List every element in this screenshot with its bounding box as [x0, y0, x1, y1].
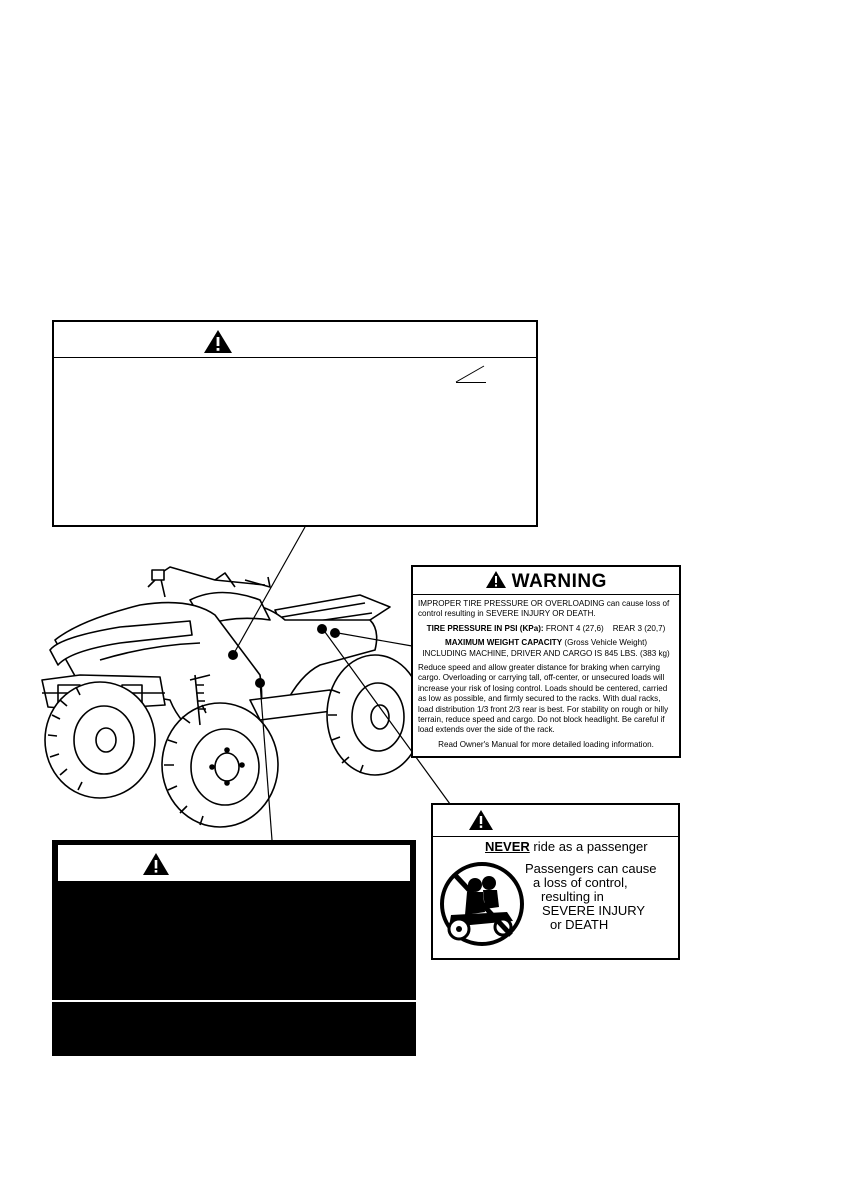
label-divider	[433, 836, 678, 837]
capacity-line: INCLUDING MACHINE, DRIVER AND CARGO IS 845 LBS. (383 kg)	[422, 648, 670, 658]
label-header-band	[58, 845, 410, 881]
warning-divider	[413, 594, 679, 595]
passenger-line-3: resulting in	[541, 889, 604, 904]
warning-title: WARNING	[511, 571, 607, 592]
bottom-notice-label	[52, 1002, 416, 1056]
tire-pressure-warning-label	[411, 565, 681, 758]
passenger-line-4: SEVERE INJURY	[542, 903, 646, 918]
capacity-label: MAXIMUM WEIGHT CAPACITY	[444, 638, 563, 648]
warning-triangle-icon	[142, 852, 170, 876]
passenger-never-line	[485, 840, 648, 854]
tire-pressure-values: FRONT 4 (27,6) REAR 3 (20,7)	[545, 623, 666, 633]
tire-pressure-line	[418, 624, 674, 634]
passenger-line-1: Passengers can cause	[525, 861, 657, 876]
manual-reference: Read Owner's Manual for more detailed loading information.	[438, 739, 654, 749]
tire-warning-line: IMPROPER TIRE PRESSURE OR OVERLOADING can cause loss of control resulting in SEVERE INJURY OR DEATH.	[418, 599, 670, 619]
warning-triangle-icon	[485, 570, 507, 589]
no-passenger-icon	[437, 857, 527, 951]
tire-pressure-label: TIRE PRESSURE IN PSI (KPa):	[426, 623, 544, 633]
capacity-note: (Gross Vehicle Weight)	[564, 638, 648, 648]
passenger-line-2: a loss of control,	[533, 875, 628, 890]
loading-instructions: Reduce speed and allow greater distance for braking when carrying cargo. Overloading or carrying tall, off-center, or unsecured loads will increase your risk of losing control. Loads should be centered, carried as low as possible, and firmly secured to the racks. With dual racks, load distribution 1/3 front 2/3 rear is best. For stability on rough or hilly terrain, reduce speed and cargo. Do not block headlight. Be careful if load extends over the side of the rack.	[418, 663, 669, 735]
never-word: NEVER	[485, 839, 530, 854]
warning-triangle-icon	[468, 809, 494, 831]
never-rest: ride as a passenger	[529, 839, 648, 854]
capacity-heading	[418, 638, 674, 648]
passenger-warning-label	[431, 803, 680, 960]
passenger-line-5: or DEATH	[550, 917, 609, 932]
bottom-warning-label	[52, 840, 416, 1000]
warning-header	[418, 570, 674, 594]
